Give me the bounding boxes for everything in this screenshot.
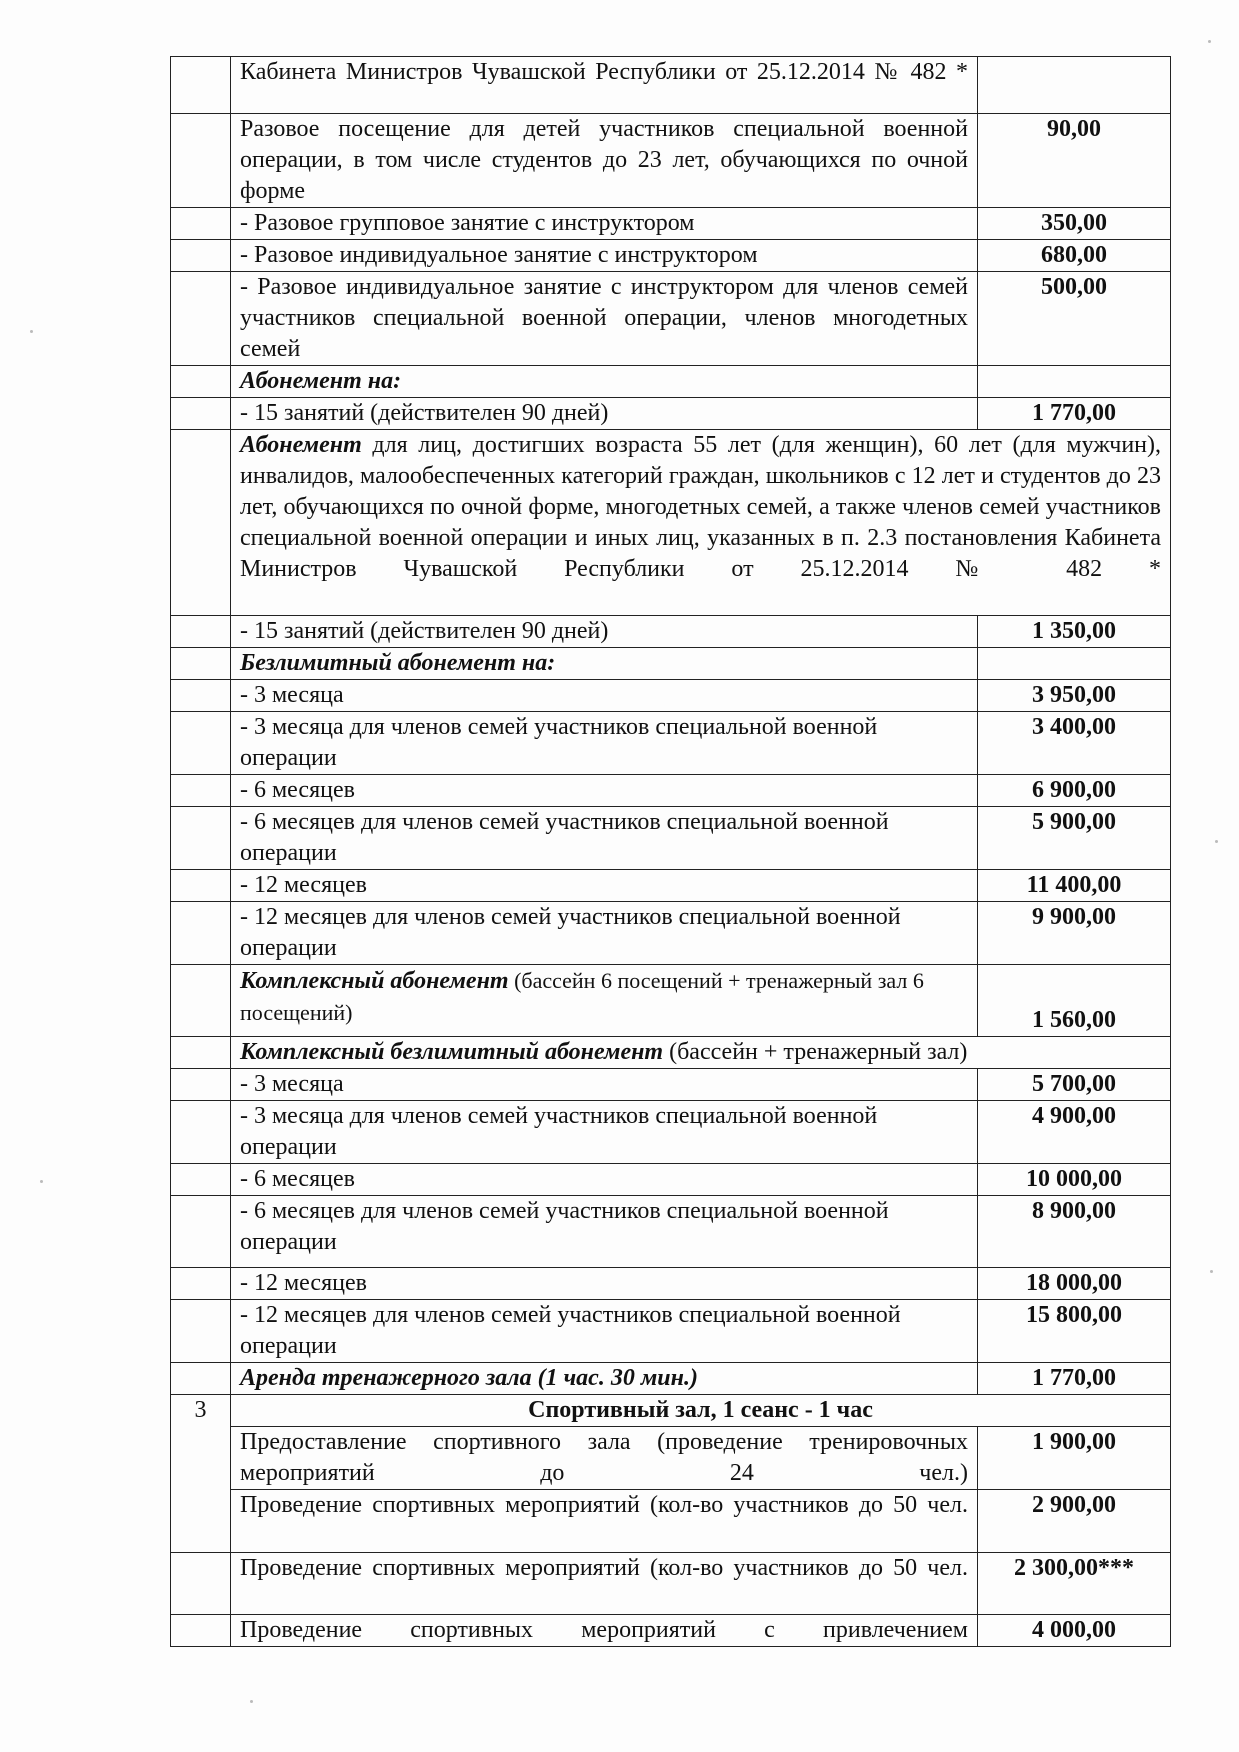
row-description: - 12 месяцев	[231, 1268, 978, 1300]
row-number-cell	[171, 1363, 231, 1395]
subheading: Безлимитный абонемент на:	[231, 648, 978, 680]
row-price: 4 000,00	[978, 1615, 1171, 1647]
row-price: 1 560,00	[978, 965, 1171, 1037]
row-price: 1 350,00	[978, 616, 1171, 648]
table-row	[171, 1069, 1171, 1101]
row-number-cell	[171, 272, 231, 366]
row-number-cell	[171, 57, 231, 114]
row-price: 3 400,00	[978, 712, 1171, 775]
row-description: - 15 занятий (действителен 90 дней)	[231, 398, 978, 430]
row-price: 18 000,00	[978, 1268, 1171, 1300]
row-number-cell	[171, 616, 231, 648]
scan-speck	[1208, 40, 1211, 43]
scan-speck	[30, 330, 33, 333]
table-row	[171, 1300, 1171, 1363]
table-row	[171, 1427, 1171, 1490]
row-number-cell	[171, 712, 231, 775]
table-row	[171, 1101, 1171, 1164]
row-number-cell	[171, 680, 231, 712]
row-number-cell	[171, 430, 231, 616]
table-row	[171, 1395, 1171, 1427]
row-number-cell	[171, 1037, 231, 1069]
row-number-cell	[171, 648, 231, 680]
row-description	[231, 430, 1171, 616]
row-price: 15 800,00	[978, 1300, 1171, 1363]
row-price: 1 770,00	[978, 1363, 1171, 1395]
table-row	[171, 1553, 1171, 1615]
subheading: Абонемент	[240, 432, 362, 458]
table-row	[171, 870, 1171, 902]
table-row	[171, 1363, 1171, 1395]
table-row	[171, 648, 1171, 680]
tariff-table	[170, 56, 1171, 1647]
table-row	[171, 965, 1171, 1037]
table-row	[171, 680, 1171, 712]
row-price: 11 400,00	[978, 870, 1171, 902]
table-row	[171, 902, 1171, 965]
table-row	[171, 398, 1171, 430]
table-row	[171, 430, 1171, 616]
row-price: 2 900,00	[978, 1490, 1171, 1553]
row-number-cell	[171, 807, 231, 870]
scan-speck	[1210, 1270, 1213, 1273]
row-description: Проведение спортивных мероприятий (кол-во участников до 50 чел.	[231, 1553, 978, 1615]
scan-speck	[40, 1180, 43, 1183]
row-description: - 3 месяца	[231, 1069, 978, 1101]
row-price	[978, 648, 1171, 680]
row-price: 350,00	[978, 208, 1171, 240]
row-description: - Разовое групповое занятие с инструктором	[231, 208, 978, 240]
row-number-cell	[171, 965, 231, 1037]
row-price: 90,00	[978, 114, 1171, 208]
row-price	[978, 57, 1171, 114]
subheading: Комплексный безлимитный абонемент	[240, 1039, 664, 1065]
row-description: - 15 занятий (действителен 90 дней)	[231, 616, 978, 648]
row-number-cell	[171, 1615, 231, 1647]
table-row	[171, 272, 1171, 366]
row-number-cell	[171, 1196, 231, 1268]
row-number-cell	[171, 775, 231, 807]
table-row	[171, 1268, 1171, 1300]
row-number-cell	[171, 902, 231, 965]
row-description: - 6 месяцев	[231, 1164, 978, 1196]
row-price: 3 950,00	[978, 680, 1171, 712]
row-description: - 12 месяцев	[231, 870, 978, 902]
row-price: 5 700,00	[978, 1069, 1171, 1101]
table-row	[171, 616, 1171, 648]
row-description: - 6 месяцев для членов семей участников специальной военной операции	[231, 1196, 978, 1268]
table-row	[171, 57, 1171, 114]
row-description: - 3 месяца для членов семей участников специальной военной операции	[231, 1101, 978, 1164]
row-description: - 3 месяца	[231, 680, 978, 712]
table-row	[171, 114, 1171, 208]
table-row	[171, 366, 1171, 398]
row-description: Разовое посещение для детей участников специальной военной операции, в том числе студентов до 23 лет, обучающихся по очной форме	[231, 114, 978, 208]
row-price: 4 900,00	[978, 1101, 1171, 1164]
row-price: 6 900,00	[978, 775, 1171, 807]
subheading: Комплексный абонемент	[240, 968, 509, 994]
row-price: 5 900,00	[978, 807, 1171, 870]
row-price: 680,00	[978, 240, 1171, 272]
row-number-cell	[171, 208, 231, 240]
row-price: 9 900,00	[978, 902, 1171, 965]
row-description: Предоставление спортивного зала (проведение тренировочных мероприятий до 24 чел.)	[231, 1427, 978, 1490]
row-number-cell	[171, 1164, 231, 1196]
scan-speck	[250, 1700, 253, 1703]
table-row	[171, 240, 1171, 272]
row-number-cell	[171, 240, 231, 272]
table-row	[171, 1037, 1171, 1069]
row-description: - 6 месяцев для членов семей участников специальной военной операции	[231, 807, 978, 870]
table-row	[171, 712, 1171, 775]
row-number-cell	[171, 398, 231, 430]
row-number-cell	[171, 114, 231, 208]
row-description: - 12 месяцев для членов семей участников специальной военной операции	[231, 1300, 978, 1363]
table-row	[171, 807, 1171, 870]
row-price: 500,00	[978, 272, 1171, 366]
row-number-cell	[171, 1553, 231, 1615]
row-description-rest: (бассейн + тренажерный зал)	[663, 1039, 968, 1065]
subheading: Абонемент на:	[231, 366, 978, 398]
row-price: 8 900,00	[978, 1196, 1171, 1268]
row-description: - 3 месяца для членов семей участников специальной военной операции	[231, 712, 978, 775]
table-row	[171, 775, 1171, 807]
row-price: 1 770,00	[978, 398, 1171, 430]
row-number-cell	[171, 1268, 231, 1300]
row-description: - Разовое индивидуальное занятие с инструктором для членов семей участников специальной военной операции, членов многодетных семей	[231, 272, 978, 366]
row-description: Проведение спортивных мероприятий (кол-во участников до 50 чел.	[231, 1490, 978, 1553]
row-description-rest: (бассейн 6 посещений + тренажерный зал 6 посещений)	[240, 968, 924, 1025]
table-row	[171, 1490, 1171, 1553]
row-description: - 12 месяцев для членов семей участников специальной военной операции	[231, 902, 978, 965]
table-row	[171, 1164, 1171, 1196]
table-row	[171, 1196, 1171, 1268]
row-number-cell	[171, 1069, 231, 1101]
scan-speck	[1215, 840, 1218, 843]
table-row	[171, 1615, 1171, 1647]
row-number-cell	[171, 1101, 231, 1164]
row-number-cell: 3	[171, 1395, 231, 1553]
row-description	[231, 965, 978, 1037]
table-row	[171, 208, 1171, 240]
row-description: - Разовое индивидуальное занятие с инструктором	[231, 240, 978, 272]
row-price: 1 900,00	[978, 1427, 1171, 1490]
row-number-cell	[171, 870, 231, 902]
row-description: Проведение спортивных мероприятий с привлечением	[231, 1615, 978, 1647]
row-description	[231, 1037, 1171, 1069]
row-price: 2 300,00***	[978, 1553, 1171, 1615]
row-price	[978, 366, 1171, 398]
row-number-cell	[171, 366, 231, 398]
subheading: Аренда тренажерного зала (1 час. 30 мин.)	[231, 1363, 978, 1395]
section-title: Спортивный зал, 1 сеанс - 1 час	[231, 1395, 1171, 1427]
row-description-rest: для лиц, достигших возраста 55 лет (для женщин), 60 лет (для мужчин), инвалидов, малообеспеченных категорий граждан, школьников с 12 лет и студентов до 23 лет, обучающихся по очной форме, многодетных семей, а также членов семей участников специальной военной операции и иных лиц, указанных в п. 2.3 постановления Кабинета Министров Чувашской Республики от 25.12.2014 № 482 *	[240, 432, 1161, 582]
row-price: 10 000,00	[978, 1164, 1171, 1196]
row-number-cell	[171, 1300, 231, 1363]
row-description: - 6 месяцев	[231, 775, 978, 807]
row-description: Кабинета Министров Чувашской Республики от 25.12.2014 № 482 *	[231, 57, 978, 114]
